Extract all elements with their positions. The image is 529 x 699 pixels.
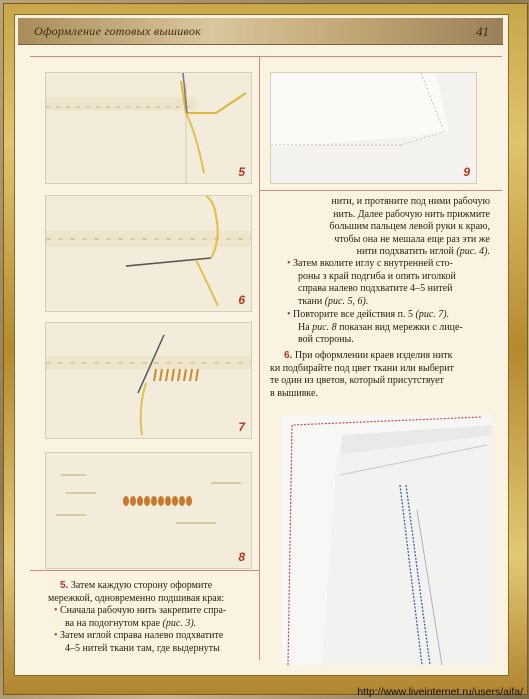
text-line: большим пальцем левой руки к краю, [329,221,490,232]
watermark-url: http://www.liveinternet.ru/users/aifa/ [357,686,523,698]
bullet-icon: • [287,309,291,320]
page-number: 41 [476,24,489,39]
hem-stitch-photo-7 [46,323,251,438]
text-line: вой стороны. [298,334,354,345]
text-line: На рис. 8 показан вид мережки с лице- [298,321,463,333]
figure-7-photo [45,322,252,439]
text-line: • Сначала рабочую нить закрепите спра- [54,605,227,616]
text-line: • Повторите все действия п. 5 (рис. 7). [287,309,450,320]
figure-5-photo [45,72,252,184]
figure-8-photo [45,452,252,569]
text-line: нить. Далее рабочую нить прижмите [333,208,490,220]
text-line: роны з край подгиба и опять иголкой [298,270,456,282]
bullet-icon: • [54,605,58,616]
page-header-title: Оформление готовых вышивок [34,24,202,38]
text-line: ки подбирайте под цвет ткани или выберит [270,362,454,374]
hem-stitch-photo-5 [46,73,251,183]
figure-number: 7 [238,420,245,434]
text-line: нити подхватить иглой (рис. 4). [356,246,490,257]
text-line: 5. Затем каждую сторону оформите [60,580,213,591]
text-line: ва на подогнутом крае (рис. 3). [65,617,197,629]
hem-stitch-photo-6 [46,196,251,311]
figure-number: 5 [238,165,245,179]
bullet-icon: • [54,630,58,641]
step-number: 6. [284,350,293,361]
hem-corner-large-photo [282,415,492,665]
figure-9-photo [270,72,477,184]
text-line: те один из цветов, который присутствует [270,375,444,386]
text-line: • Затем вколите иглу с внутренней сто- [287,258,453,269]
text-line: в вышивке. [270,387,318,399]
instructions-continuation [290,196,490,259]
column-divider [259,56,260,660]
step-number: 5. [60,580,69,591]
step-6-paragraph [270,350,492,400]
figure-number: 8 [238,550,245,564]
hem-corner-photo-9 [271,73,476,183]
step-5-paragraph [48,580,253,655]
figure-number: 6 [238,293,245,307]
figure-6-photo [45,195,252,312]
hem-stitch-photo-8 [46,453,251,568]
top-rule [30,56,502,57]
bullet-insert-needle [287,258,497,308]
bullet-icon: • [287,258,291,269]
text-line: 6. При оформлении краев изделия нитк [284,350,453,361]
text-line: 4–5 нитей ткани там, где выдернуты [65,642,220,654]
text-line: чтобы она не мешала еще раз эти же [334,233,490,245]
text-line: нити, и протяните под ними рабочую [331,196,490,207]
text-line: • Затем иглой справа налево подхватите [54,630,224,641]
rule-under-fig9 [260,190,502,191]
text-line: ткани (рис. 5, 6). [298,295,369,307]
rule-above-step5 [30,570,259,571]
bullet-repeat-actions [287,309,497,347]
figure-number: 9 [463,165,470,179]
text-line: справа налево подхватите 4–5 нитей [298,283,453,294]
hem-corner-fabric-photo [282,415,492,665]
text-line: мережкой, одновременно подшивая края: [48,592,225,604]
